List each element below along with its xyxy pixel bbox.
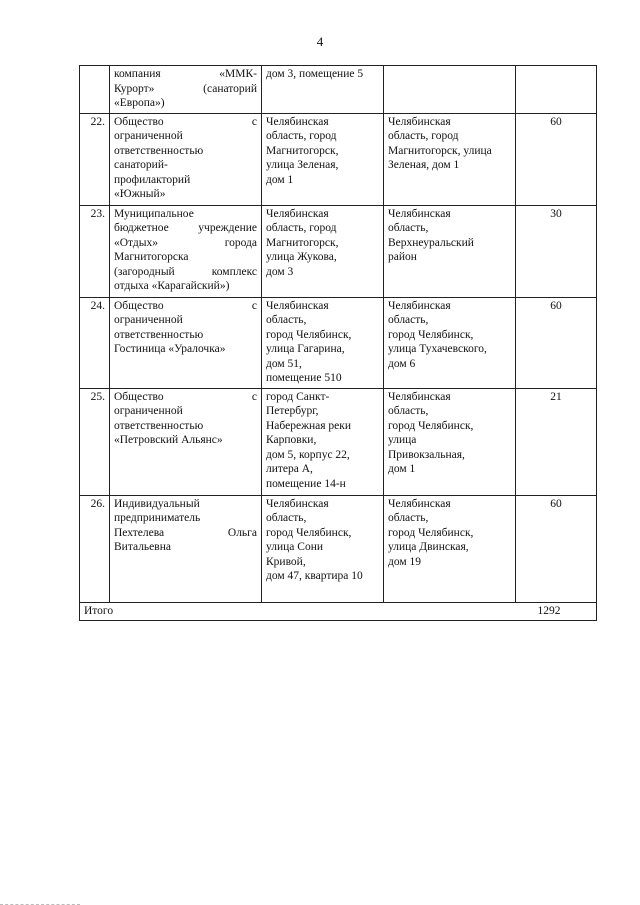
row-number: 25.: [80, 388, 110, 495]
row-number: 26.: [80, 495, 110, 602]
organization-name-line: Муниципальное: [114, 207, 194, 220]
organization-name: [110, 66, 262, 114]
organization-name-line: ограниченной: [114, 405, 183, 417]
table-row: [80, 388, 597, 495]
organization-name-line: ограниченной: [114, 130, 183, 142]
organization-name-line: Общество с: [114, 115, 257, 128]
facility-location: Челябинская область, город Челябинск, улица Двинская, дом 19: [384, 495, 516, 602]
organization-name-line: компания «ММК-: [114, 68, 257, 80]
facility-location: Челябинская область, Верхнеуральский район: [384, 205, 516, 297]
row-number: [80, 66, 110, 114]
organization-name-line: «Европа»): [114, 97, 165, 109]
organization-name-line: ответственностью: [114, 419, 204, 432]
row-number: 24.: [80, 297, 110, 388]
legal-address: дом 3, помещение 5: [262, 66, 384, 114]
organization-name-line: ограниченной: [114, 314, 183, 326]
organization-name-line: Магнитогорска: [114, 251, 189, 263]
capacity-value: 30: [516, 205, 597, 297]
total-label: Итого: [80, 602, 516, 621]
total-row: [80, 602, 597, 621]
organization-name: [110, 113, 262, 205]
organization-name-line: ответственностью: [114, 328, 204, 341]
organization-name-line: «Южный»: [114, 188, 166, 200]
organization-name-line: Витальевна: [114, 541, 171, 553]
organization-name: [110, 205, 262, 297]
organization-name-line: Общество с: [114, 390, 257, 403]
table-body: [80, 66, 597, 621]
organization-name-line: Пехтелева Ольга: [114, 526, 257, 539]
facilities-table: [79, 65, 597, 621]
legal-address: Челябинская область, город Челябинск, улица Сони Кривой, дом 47, квартира 10: [262, 495, 384, 602]
organization-name-line: предприниматель: [114, 512, 201, 524]
organization-name-line: «Отдых» города: [114, 236, 257, 249]
organization-name-line: Индивидуальный: [114, 497, 200, 510]
organization-name-line: ответственностью: [114, 144, 204, 157]
organization-name-line: Общество с: [114, 299, 257, 312]
row-number: 23.: [80, 205, 110, 297]
facility-location: Челябинская область, город Челябинск, улица Привокзальная, дом 1: [384, 388, 516, 495]
table-row: [80, 495, 597, 602]
page-number: 4: [316, 34, 324, 49]
capacity-value: 21: [516, 388, 597, 495]
facility-location: Челябинская область, город Магнитогорск, улица Зеленая, дом 1: [384, 113, 516, 205]
facility-location: Челябинская область, город Челябинск, улица Тухачевского, дом 6: [384, 297, 516, 388]
scan-edge-marks: [0, 901, 80, 905]
capacity-value: 60: [516, 297, 597, 388]
legal-address: Челябинская область, город Магнитогорск, улица Жукова, дом 3: [262, 205, 384, 297]
organization-name-line: Курорт» (санаторий: [114, 82, 257, 95]
organization-name-line: Гостиница «Уралочка»: [114, 343, 226, 355]
legal-address: город Санкт- Петербург, Набережная реки Карповки, дом 5, корпус 22, литера А, помещение 14-н: [262, 388, 384, 495]
table-row: [80, 205, 597, 297]
table-row: [80, 297, 597, 388]
capacity-value: [516, 66, 597, 114]
organization-name-line: бюджетное учреждение: [114, 222, 257, 234]
organization-name-line: санаторий-: [114, 159, 168, 171]
organization-name: [110, 297, 262, 388]
capacity-value: 60: [516, 495, 597, 602]
organization-name-line: профилакторий: [114, 173, 191, 186]
capacity-value: 60: [516, 113, 597, 205]
organization-name-line: (загородный комплекс: [114, 265, 257, 278]
organization-name-line: отдыха «Карагайский»): [114, 280, 230, 292]
legal-address: Челябинская область, город Магнитогорск, улица Зеленая, дом 1: [262, 113, 384, 205]
organization-name-line: «Петровский Альянс»: [114, 434, 223, 446]
table-row: [80, 66, 597, 114]
facility-location: [384, 66, 516, 114]
organization-name: [110, 388, 262, 495]
organization-name: [110, 495, 262, 602]
legal-address: Челябинская область, город Челябинск, улица Гагарина, дом 51, помещение 510: [262, 297, 384, 388]
table-row: [80, 113, 597, 205]
total-value: 1292: [516, 602, 597, 621]
row-number: 22.: [80, 113, 110, 205]
